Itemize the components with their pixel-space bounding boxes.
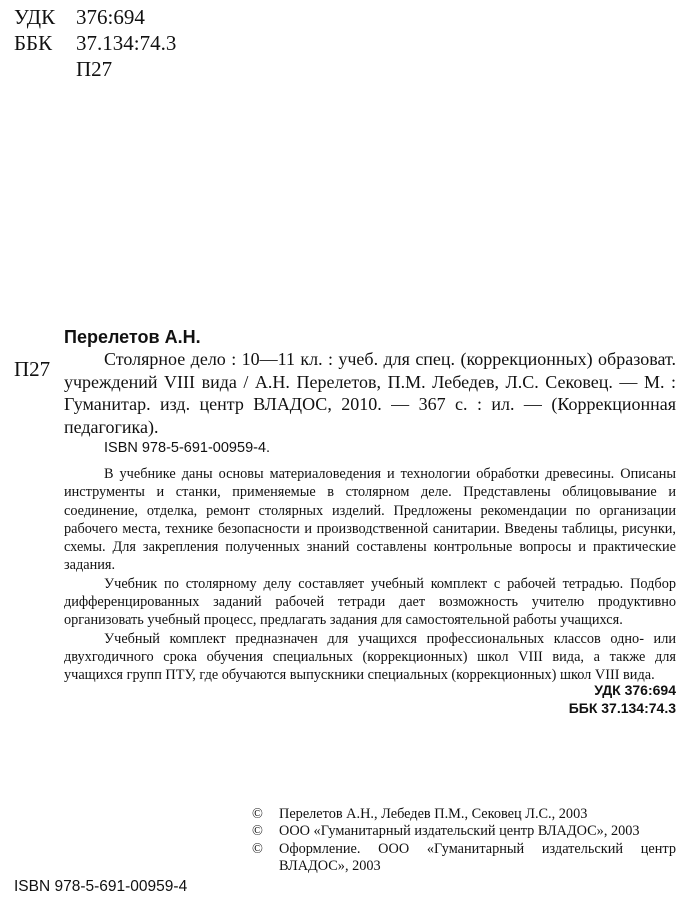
udk-row (14, 4, 176, 30)
copyright-text: Оформление. ООО «Гуманитарный издательский центр ВЛАДОС», 2003 (279, 840, 676, 875)
copyright-icon: © (252, 823, 263, 840)
bbk-row (14, 30, 176, 56)
bbk-code: ББК 37.134:74.3 (568, 700, 676, 716)
card-author-mark: П27 (14, 357, 51, 381)
copyright-text: Перелетов А.Н., Лебедев П.М., Сековец Л.С., 2003 (279, 806, 588, 822)
copyright-icon: © (252, 806, 263, 822)
bibliographic-description: Столярное дело : 10—11 кл. : учеб. для спец. (коррекционных) образоват. учреждений VIII вида / А.Н. Перелетов, П.М. Лебедев, Л.С. Сековец. — М. : Гуманитар. изд. центр ВЛАДОС, 2010. — 367 с. : ил. — (Коррекционная педагогика). (64, 349, 676, 437)
card-isbn: ISBN 978-5-691-00959-4. (104, 440, 271, 456)
copyright-item (252, 823, 676, 840)
isbn-footer: ISBN 978-5-691-00959-4 (14, 878, 188, 895)
copyright-icon: © (252, 840, 263, 857)
annotation-paragraph: Учебный комплект предназначен для учащихся профессиональных классов одно- или двухгодичного срока обучения специальных (коррекционных) школ VIII вида, а также для учащихся групп ПТУ, где обучаются выпускники специальных (коррекционных) школ VIII вида. (64, 630, 676, 684)
bbk-label: ББК (14, 31, 53, 55)
copyright-item (252, 841, 676, 876)
udk-code: УДК 376:694 (594, 682, 676, 698)
bbk-value: 37.134:74.3 (76, 31, 177, 55)
author-mark: П27 (76, 57, 113, 81)
classification-codes (14, 4, 176, 82)
annotation-paragraph: В учебнике даны основы материаловедения и технологии обработки древесины. Описаны инструменты и станки, применяемые в столярном деле. Представлены облицовывание и соединение, отделка, ремонт столярных изделий. Предложены рекомендации по организации рабочего места, технике безопасности и производственной санитарии. Введены таблицы, рисунки, схемы. Для закрепления полученных знаний составлены контрольные вопросы и практические задания. (64, 466, 676, 574)
copyright-item (252, 806, 676, 823)
annotation (64, 465, 676, 685)
copyright-text: ООО «Гуманитарный издательский центр ВЛАДОС», 2003 (279, 823, 640, 840)
card-author: Перелетов А.Н. (64, 327, 201, 347)
copyright-block (252, 806, 676, 876)
udk-value: 376:694 (76, 5, 145, 29)
annotation-paragraph: Учебник по столярному делу составляет учебный комплект с рабочей тетрадью. Подбор дифференцированных заданий рабочей тетради дает возможность учителю продуктивно организовать учебный процесс, предлагать задания для самостоятельной работы учащихся. (64, 575, 676, 629)
udk-label: УДК (14, 5, 56, 29)
classification-codes-right (569, 681, 676, 717)
